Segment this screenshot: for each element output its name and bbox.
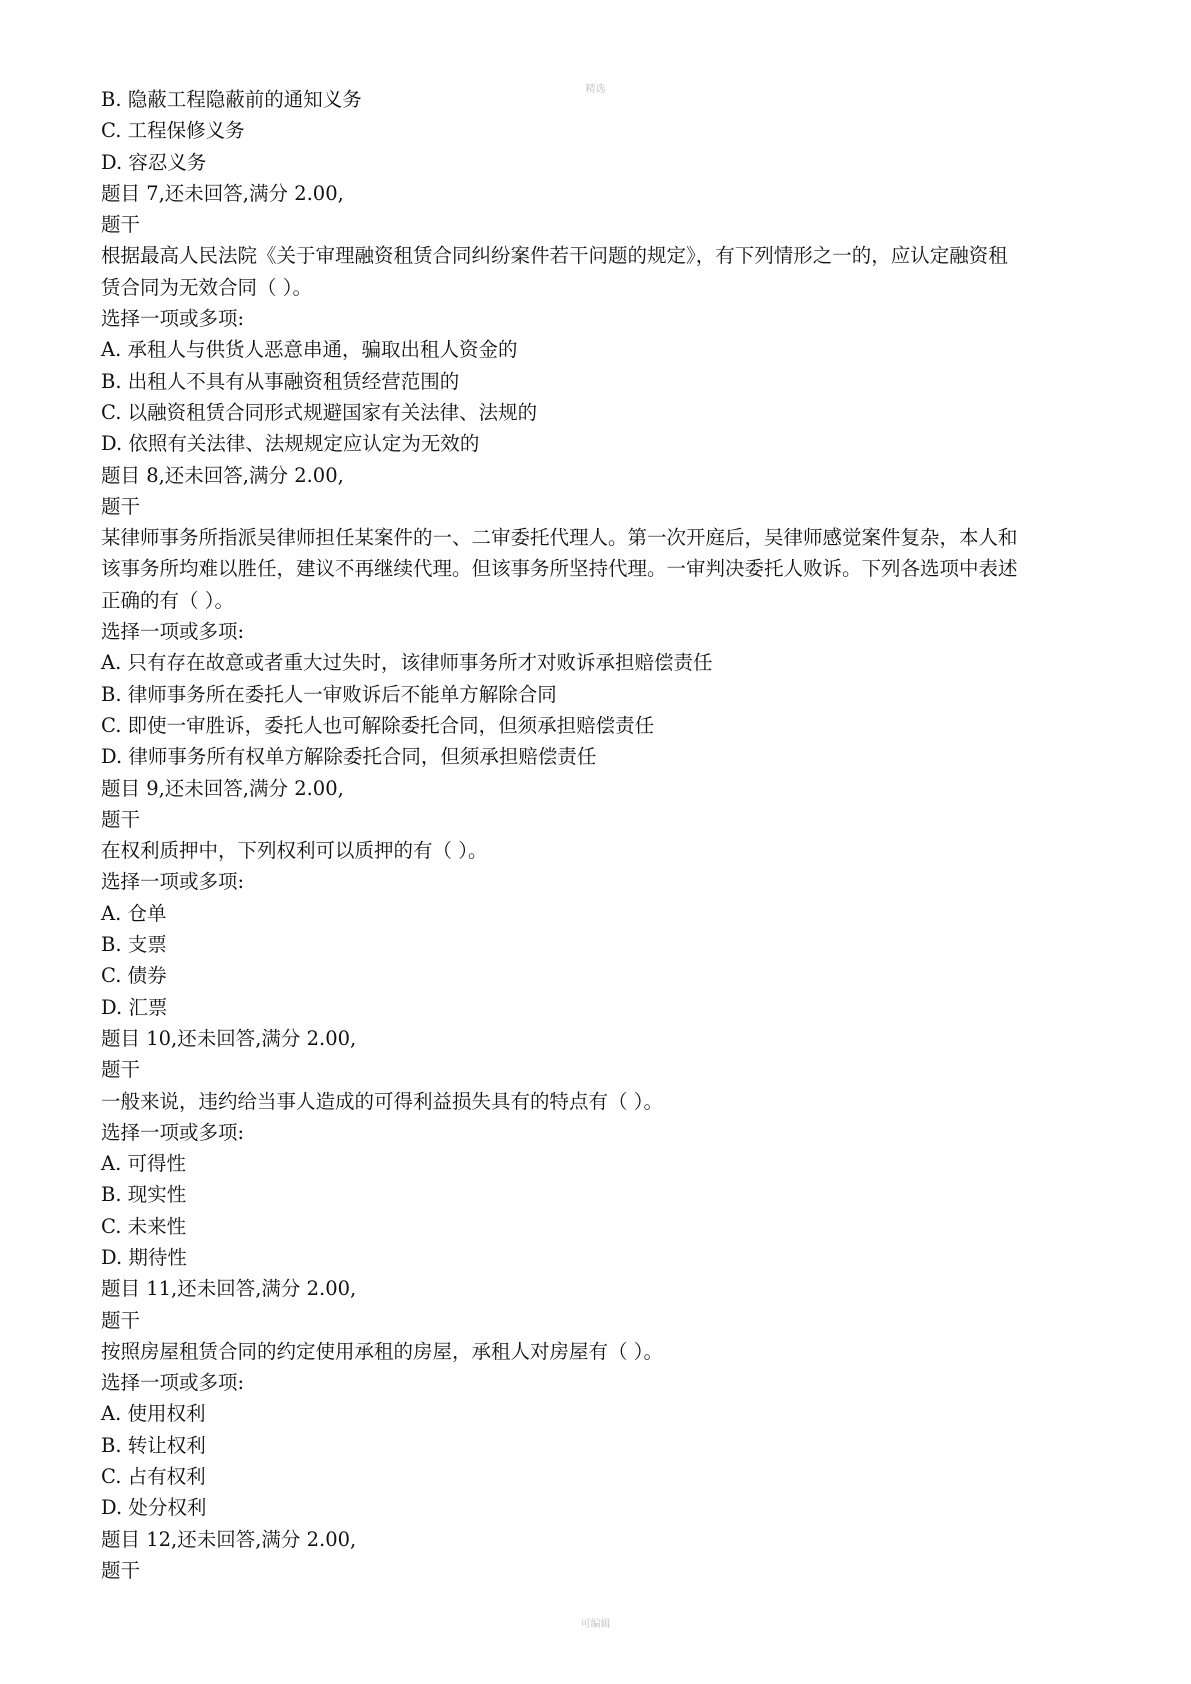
option-c: C. 以融资租赁合同形式规避国家有关法律、法规的 <box>101 400 538 424</box>
question-header: 题目 11,还未回答,满分 2.00, <box>101 1277 357 1301</box>
option-a: A. 使用权利 <box>101 1402 206 1426</box>
option-c: C. 债券 <box>101 964 167 988</box>
question-stem-label: 题干 <box>101 494 141 518</box>
option-d: D. 汇票 <box>101 995 168 1019</box>
select-prompt: 选择一项或多项: <box>101 870 245 894</box>
option-b: B. 现实性 <box>101 1183 187 1207</box>
option-b: B. 支票 <box>101 933 167 957</box>
select-prompt: 选择一项或多项: <box>101 1371 245 1395</box>
question-header: 题目 9,还未回答,满分 2.00, <box>101 776 344 800</box>
option-c: C. 即使一审胜诉，委托人也可解除委托合同，但须承担赔偿责任 <box>101 713 655 737</box>
question-text: 一般来说，违约给当事人造成的可得利益损失具有的特点有（ ）。 <box>101 1089 663 1113</box>
question-stem-label: 题干 <box>101 1058 141 1082</box>
option-c: C. 工程保修义务 <box>101 119 245 143</box>
question-stem-label: 题干 <box>101 1308 141 1332</box>
question-text: 该事务所均难以胜任，建议不再继续代理。但该事务所坚持代理。一审判决委托人败诉。下列各选项中表述 <box>101 557 1018 581</box>
question-stem-label: 题干 <box>101 807 141 831</box>
question-text: 赁合同为无效合同（ ）。 <box>101 275 312 299</box>
header-watermark: 精选 <box>585 84 606 95</box>
question-header: 题目 10,还未回答,满分 2.00, <box>101 1026 357 1050</box>
option-b: B. 律师事务所在委托人一审败诉后不能单方解除合同 <box>101 682 557 706</box>
question-text: 在权利质押中，下列权利可以质押的有（ ）。 <box>101 839 488 863</box>
option-a: A. 只有存在故意或者重大过失时，该律师事务所才对败诉承担赔偿责任 <box>101 651 713 675</box>
question-stem-label: 题干 <box>101 213 141 237</box>
option-b: B. 转让权利 <box>101 1433 206 1457</box>
select-prompt: 选择一项或多项: <box>101 620 245 644</box>
document-body <box>101 84 1101 1586</box>
option-d: D. 期待性 <box>101 1245 187 1269</box>
question-header: 题目 7,还未回答,满分 2.00, <box>101 181 344 205</box>
option-a: A. 仓单 <box>101 901 167 925</box>
question-text: 正确的有（ ）。 <box>101 588 234 612</box>
option-a: A. 承租人与供货人恶意串通，骗取出租人资金的 <box>101 338 518 362</box>
option-d: D. 依照有关法律、法规规定应认定为无效的 <box>101 432 480 456</box>
select-prompt: 选择一项或多项: <box>101 1120 245 1144</box>
footer-watermark: 可编辑 <box>580 1619 611 1630</box>
question-header: 题目 12,还未回答,满分 2.00, <box>101 1527 357 1551</box>
option-a: A. 可得性 <box>101 1152 186 1176</box>
option-c: C. 占有权利 <box>101 1465 206 1489</box>
question-text: 根据最高人民法院《关于审理融资租赁合同纠纷案件若干问题的规定》，有下列情形之一的，应认定融资租 <box>101 244 1008 268</box>
option-d: D. 容忍义务 <box>101 150 207 174</box>
option-b: B. 出租人不具有从事融资租赁经营范围的 <box>101 369 460 393</box>
option-d: D. 律师事务所有权单方解除委托合同，但须承担赔偿责任 <box>101 745 597 769</box>
option-c: C. 未来性 <box>101 1214 187 1238</box>
question-text: 按照房屋租赁合同的约定使用承租的房屋，承租人对房屋有（ ）。 <box>101 1339 663 1363</box>
select-prompt: 选择一项或多项: <box>101 307 245 331</box>
question-text: 某律师事务所指派吴律师担任某案件的一、二审委托代理人。第一次开庭后，吴律师感觉案件复杂，本人和 <box>101 526 1018 550</box>
option-d: D. 处分权利 <box>101 1496 207 1520</box>
option-b: B. 隐蔽工程隐蔽前的通知义务 <box>101 88 362 111</box>
question-stem-label: 题干 <box>101 1558 141 1582</box>
question-header: 题目 8,还未回答,满分 2.00, <box>101 463 344 487</box>
